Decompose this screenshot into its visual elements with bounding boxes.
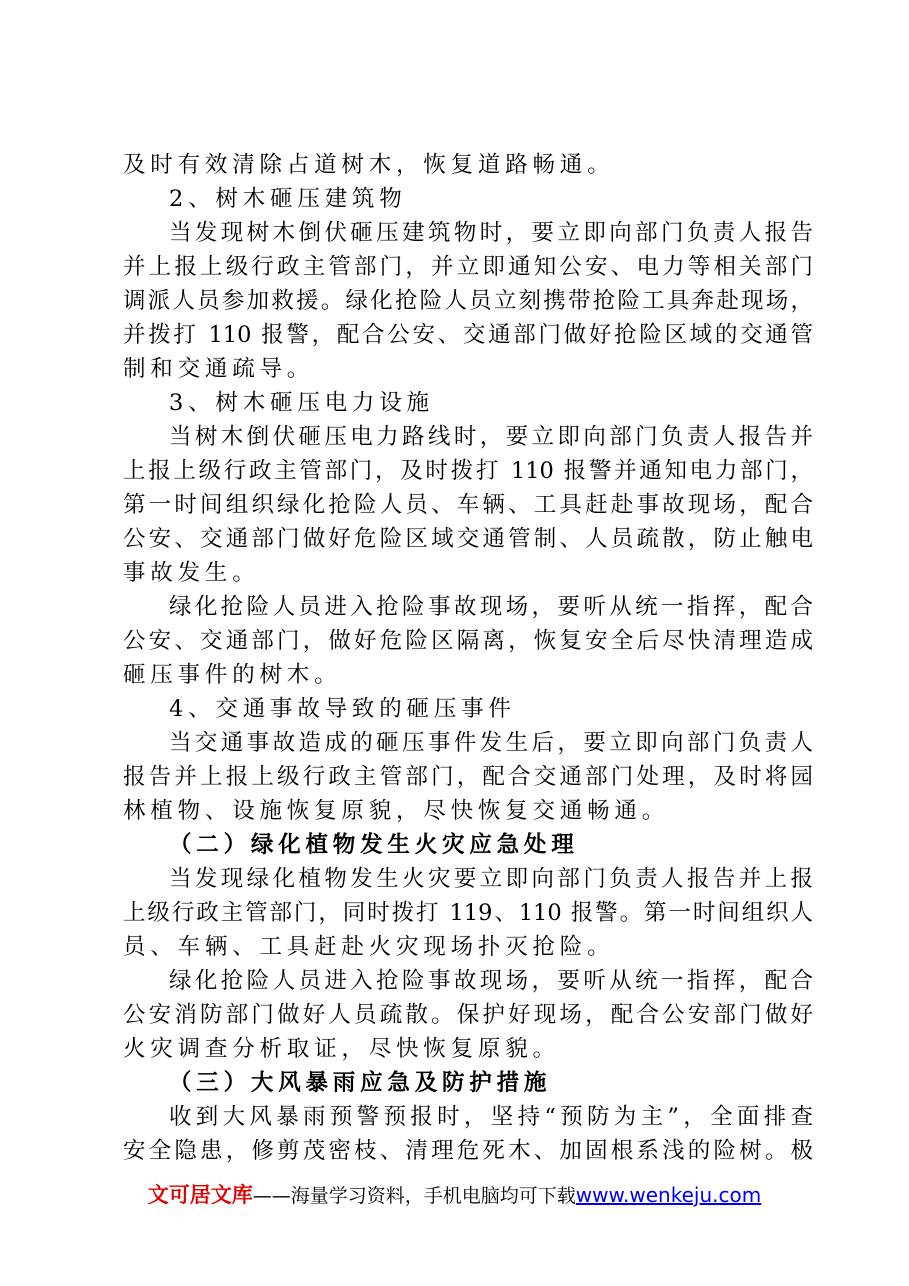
- footer-slogan: ——海量学习资料，手机电脑均可下载: [252, 1185, 576, 1207]
- text-line: 制和交通疏导。: [123, 356, 315, 382]
- text-line: 及时有效清除占道树木，恢复道路畅通。: [123, 152, 615, 178]
- text-line: 上级行政主管部门，同时拨打 119、110 报警。第一时间组织人: [123, 900, 813, 926]
- text-line: 调派人员参加救援。绿化抢险人员立刻携带抢险工具奔赴现场，: [123, 288, 813, 314]
- text-line: 当交通事故造成的砸压事件发生后，要立即向部门负责人: [169, 730, 813, 756]
- text-line: 火灾调查分析取证，尽快恢复原貌。: [123, 1036, 560, 1062]
- text-line: 绿化抢险人员进入抢险事故现场，要听从统一指挥，配合: [169, 968, 813, 994]
- text-line: 2、树木砸压建筑物: [169, 186, 407, 212]
- text-line: 安全隐患，修剪茂密枝、清理危死木、加固根系浅的险树。极: [123, 1138, 813, 1164]
- text-line: 并上报上级行政主管部门，并立即通知公安、电力等相关部门: [123, 254, 813, 280]
- text-line: 报告并上报上级行政主管部门，配合交通部门处理，及时将园: [123, 764, 813, 790]
- footer-link[interactable]: www.wenkeju.com: [575, 1183, 762, 1207]
- text-line: 当发现树木倒伏砸压建筑物时，要立即向部门负责人报告: [169, 220, 813, 246]
- text-line: 绿化抢险人员进入抢险事故现场，要听从统一指挥，配合: [169, 594, 813, 620]
- text-line: 4、交通事故导致的砸压事件: [169, 696, 516, 722]
- text-line: 当树木倒伏砸压电力路线时，要立即向部门负责人报告并: [169, 424, 813, 450]
- text-line: 收到大风暴雨预警预报时，坚持“预防为主”，全面排查: [169, 1104, 813, 1130]
- text-line: 3、树木砸压电力设施: [169, 390, 434, 416]
- text-line: 砸压事件的树木。: [123, 662, 342, 688]
- text-line: 当发现绿化植物发生火灾要立即向部门负责人报告并上报: [169, 866, 813, 892]
- text-line: 公安、交通部门，做好危险区隔离，恢复安全后尽快清理造成: [123, 628, 813, 654]
- footer-banner: [0, 1180, 909, 1211]
- text-line: 并拨打 110 报警，配合公安、交通部门做好抢险区域的交通管: [123, 322, 813, 348]
- section-heading: （二）绿化植物发生火灾应急处理: [169, 832, 579, 858]
- footer-brand: 文可居文库: [147, 1183, 253, 1207]
- text-line: 员、车辆、工具赶赴火灾现场扑灭抢险。: [123, 934, 615, 960]
- section-heading: （三）大风暴雨应急及防护措施: [169, 1070, 552, 1096]
- text-line: 公安、交通部门做好危险区域交通管制、人员疏散，防止触电: [123, 526, 813, 552]
- text-line: 上报上级行政主管部门，及时拨打 110 报警并通知电力部门，: [123, 458, 813, 484]
- text-line: 林植物、设施恢复原貌，尽快恢复交通畅通。: [123, 798, 670, 824]
- text-line: 公安消防部门做好人员疏散。保护好现场，配合公安部门做好: [123, 1002, 813, 1028]
- document-body: [123, 148, 813, 1168]
- text-line: 事故发生。: [123, 560, 260, 586]
- text-line: 第一时间组织绿化抢险人员、车辆、工具赶赴事故现场，配合: [123, 492, 813, 518]
